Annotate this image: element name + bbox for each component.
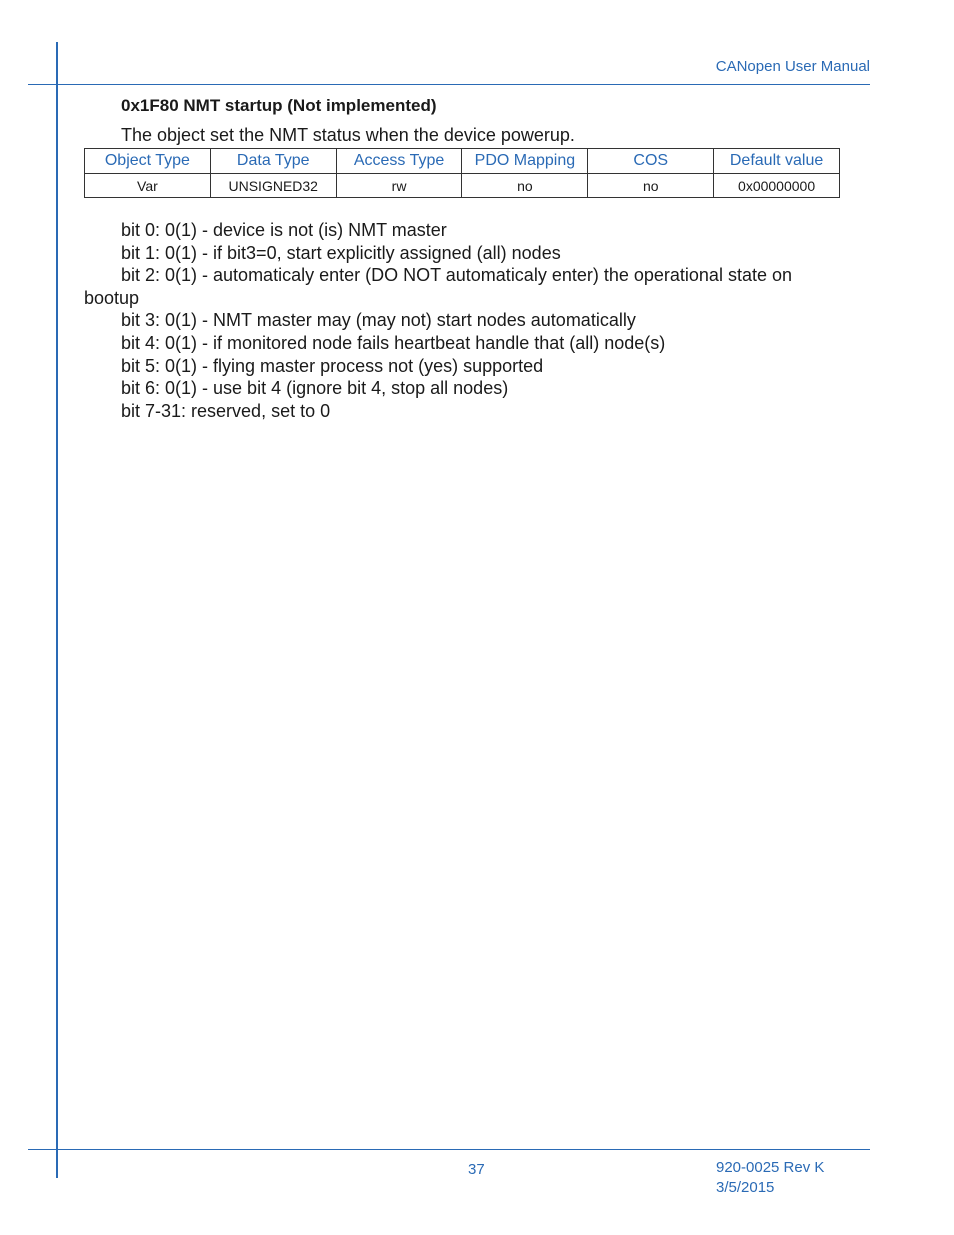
header-default-value: Default value [714, 149, 840, 174]
doc-number: 920-0025 Rev K [716, 1159, 825, 1176]
table-header-row [85, 149, 840, 174]
header-pdo-mapping: PDO Mapping [462, 149, 588, 174]
cell-default-value: 0x00000000 [714, 174, 840, 198]
header-data-type: Data Type [210, 149, 336, 174]
header-object-type: Object Type [85, 149, 211, 174]
left-margin-rule [56, 42, 58, 1178]
manual-title: CANopen User Manual [715, 58, 870, 75]
header-cos: COS [588, 149, 714, 174]
bit-line: bit 2: 0(1) - automaticaly enter (DO NOT automaticaly enter) the operational state on [121, 265, 792, 286]
bit-line: bit 6: 0(1) - use bit 4 (ignore bit 4, stop all nodes) [121, 378, 509, 399]
cell-access-type: rw [336, 174, 462, 198]
header-access-type: Access Type [336, 149, 462, 174]
cell-object-type: Var [85, 174, 211, 198]
doc-date: 3/5/2015 [716, 1179, 775, 1196]
object-properties-table [84, 148, 840, 198]
bit-line: bit 4: 0(1) - if monitored node fails heartbeat handle that (all) node(s) [121, 332, 666, 353]
bit-line: bit 1: 0(1) - if bit3=0, start explicitly assigned (all) nodes [121, 242, 561, 263]
bit-line-continuation: bootup [84, 287, 140, 308]
bit-description-list [84, 219, 844, 422]
cell-cos: no [588, 174, 714, 198]
cell-data-type: UNSIGNED32 [210, 174, 336, 198]
section-intro: The object set the NMT status when the device powerup. [121, 125, 575, 145]
bit-line: bit 3: 0(1) - NMT master may (may not) start nodes automatically [121, 310, 636, 331]
bit-line: bit 7-31: reserved, set to 0 [121, 400, 331, 421]
document-revision [716, 1158, 824, 1198]
header-rule [28, 84, 870, 85]
table-row [85, 174, 840, 198]
footer-rule [28, 1149, 870, 1150]
cell-pdo-mapping: no [462, 174, 588, 198]
bit-line: bit 5: 0(1) - flying master process not (yes) supported [121, 355, 544, 376]
section-title: 0x1F80 NMT startup (Not implemented) [121, 96, 437, 115]
bit-line: bit 0: 0(1) - device is not (is) NMT master [121, 220, 447, 240]
page-number: 37 [468, 1161, 485, 1178]
